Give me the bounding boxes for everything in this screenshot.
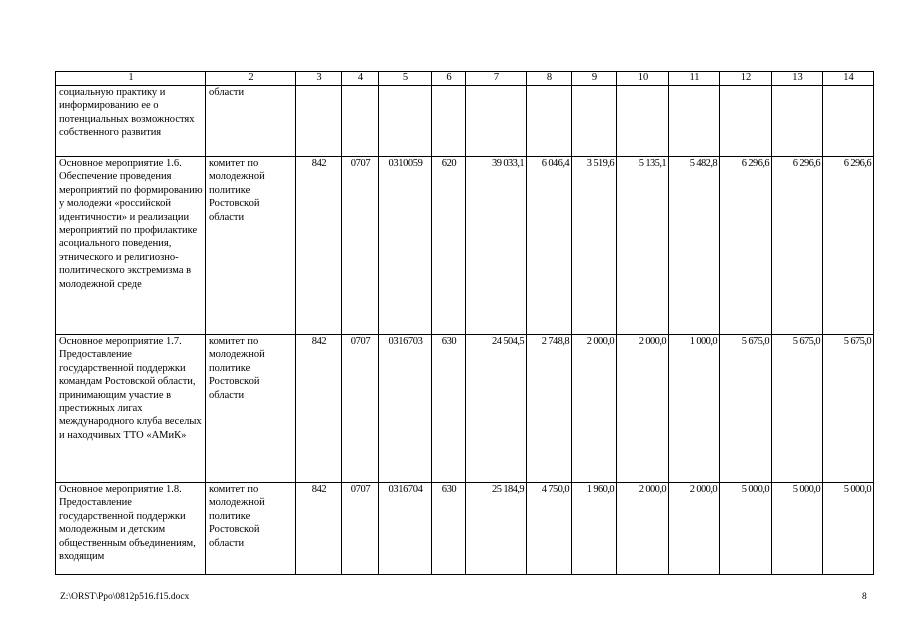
amount-cell (669, 86, 720, 157)
table-row (56, 483, 874, 575)
executor-cell: области (206, 86, 296, 157)
total-amount-cell: 25 184,9 (466, 483, 527, 575)
page-number: 8 (862, 592, 867, 602)
executor-cell: комитет по молодежной политике Ростовской области (206, 157, 296, 335)
total-amount-cell: 39 033,1 (466, 157, 527, 335)
header-cell: 13 (772, 72, 823, 86)
budget-table-container (55, 71, 873, 575)
amount-cell: 5 482,8 (669, 157, 720, 335)
amount-cell: 1 960,0 (572, 483, 617, 575)
amount-cell: 1 000,0 (669, 335, 720, 483)
grbs-code-cell: 842 (296, 335, 342, 483)
table-row (56, 86, 874, 157)
amount-cell: 5 675,0 (720, 335, 772, 483)
amount-cell (617, 86, 669, 157)
amount-cell: 2 000,0 (617, 483, 669, 575)
header-cell: 1 (56, 72, 206, 86)
executor-cell: комитет по молодежной политике Ростовской области (206, 335, 296, 483)
header-cell: 8 (527, 72, 572, 86)
section-code-cell: 0707 (342, 157, 379, 335)
amount-cell: 6 046,4 (527, 157, 572, 335)
amount-cell: 6 296,6 (823, 157, 874, 335)
total-amount-cell: 24 504,5 (466, 335, 527, 483)
amount-cell (720, 86, 772, 157)
budget-table (55, 71, 874, 575)
header-cell: 2 (206, 72, 296, 86)
header-cell: 12 (720, 72, 772, 86)
section-code-cell: 0707 (342, 483, 379, 575)
amount-cell: 6 296,6 (772, 157, 823, 335)
grbs-code-cell (296, 86, 342, 157)
header-cell: 3 (296, 72, 342, 86)
header-cell: 9 (572, 72, 617, 86)
amount-cell: 3 519,6 (572, 157, 617, 335)
grbs-code-cell: 842 (296, 157, 342, 335)
amount-cell: 5 135,1 (617, 157, 669, 335)
measure-description-cell: Основное мероприятие 1.8. Предоставление государственной поддержки молодежным и детским общественным объединениям, входящим (56, 483, 206, 575)
header-cell: 4 (342, 72, 379, 86)
amount-cell: 2 000,0 (617, 335, 669, 483)
amount-cell: 5 675,0 (823, 335, 874, 483)
amount-cell: 4 750,0 (527, 483, 572, 575)
header-cell: 5 (379, 72, 432, 86)
section-code-cell (342, 86, 379, 157)
header-cell: 14 (823, 72, 874, 86)
section-code-cell: 0707 (342, 335, 379, 483)
amount-cell: 2 000,0 (669, 483, 720, 575)
table-header-row (56, 72, 874, 86)
header-cell: 10 (617, 72, 669, 86)
table-row (56, 335, 874, 483)
amount-cell: 5 000,0 (772, 483, 823, 575)
document-file-path: Z:\ORST\Ppo\0812p516.f15.docx (60, 592, 190, 602)
amount-cell: 2 000,0 (572, 335, 617, 483)
target-article-cell: 0316704 (379, 483, 432, 575)
amount-cell: 2 748,8 (527, 335, 572, 483)
header-cell: 11 (669, 72, 720, 86)
header-cell: 6 (432, 72, 466, 86)
measure-description-cell: социальную практику и информированию ее о потенциальных возможностях собственного развития (56, 86, 206, 157)
target-article-cell: 0316703 (379, 335, 432, 483)
amount-cell (527, 86, 572, 157)
grbs-code-cell: 842 (296, 483, 342, 575)
amount-cell (772, 86, 823, 157)
amount-cell: 6 296,6 (720, 157, 772, 335)
expense-type-cell (432, 86, 466, 157)
target-article-cell (379, 86, 432, 157)
amount-cell: 5 000,0 (720, 483, 772, 575)
total-amount-cell (466, 86, 527, 157)
expense-type-cell: 630 (432, 483, 466, 575)
measure-description-cell: Основное мероприятие 1.7. Предоставление государственной поддержки командам Ростовской области, принимающим участие в престижных лигах международного клуба веселых и находчивых ТТО «АМиК» (56, 335, 206, 483)
measure-description-cell: Основное мероприятие 1.6. Обеспечение проведения мероприятий по формированию у молодежи «российской идентичности» и реализации мероприятий по профилактике асоциального поведения, этнического и религиознополитического экстремизма в молодежной среде (56, 157, 206, 335)
amount-cell: 5 000,0 (823, 483, 874, 575)
header-cell: 7 (466, 72, 527, 86)
expense-type-cell: 630 (432, 335, 466, 483)
expense-type-cell: 620 (432, 157, 466, 335)
executor-cell: комитет по молодежной политике Ростовской области (206, 483, 296, 575)
amount-cell (823, 86, 874, 157)
amount-cell: 5 675,0 (772, 335, 823, 483)
target-article-cell: 0310059 (379, 157, 432, 335)
table-row (56, 157, 874, 335)
amount-cell (572, 86, 617, 157)
